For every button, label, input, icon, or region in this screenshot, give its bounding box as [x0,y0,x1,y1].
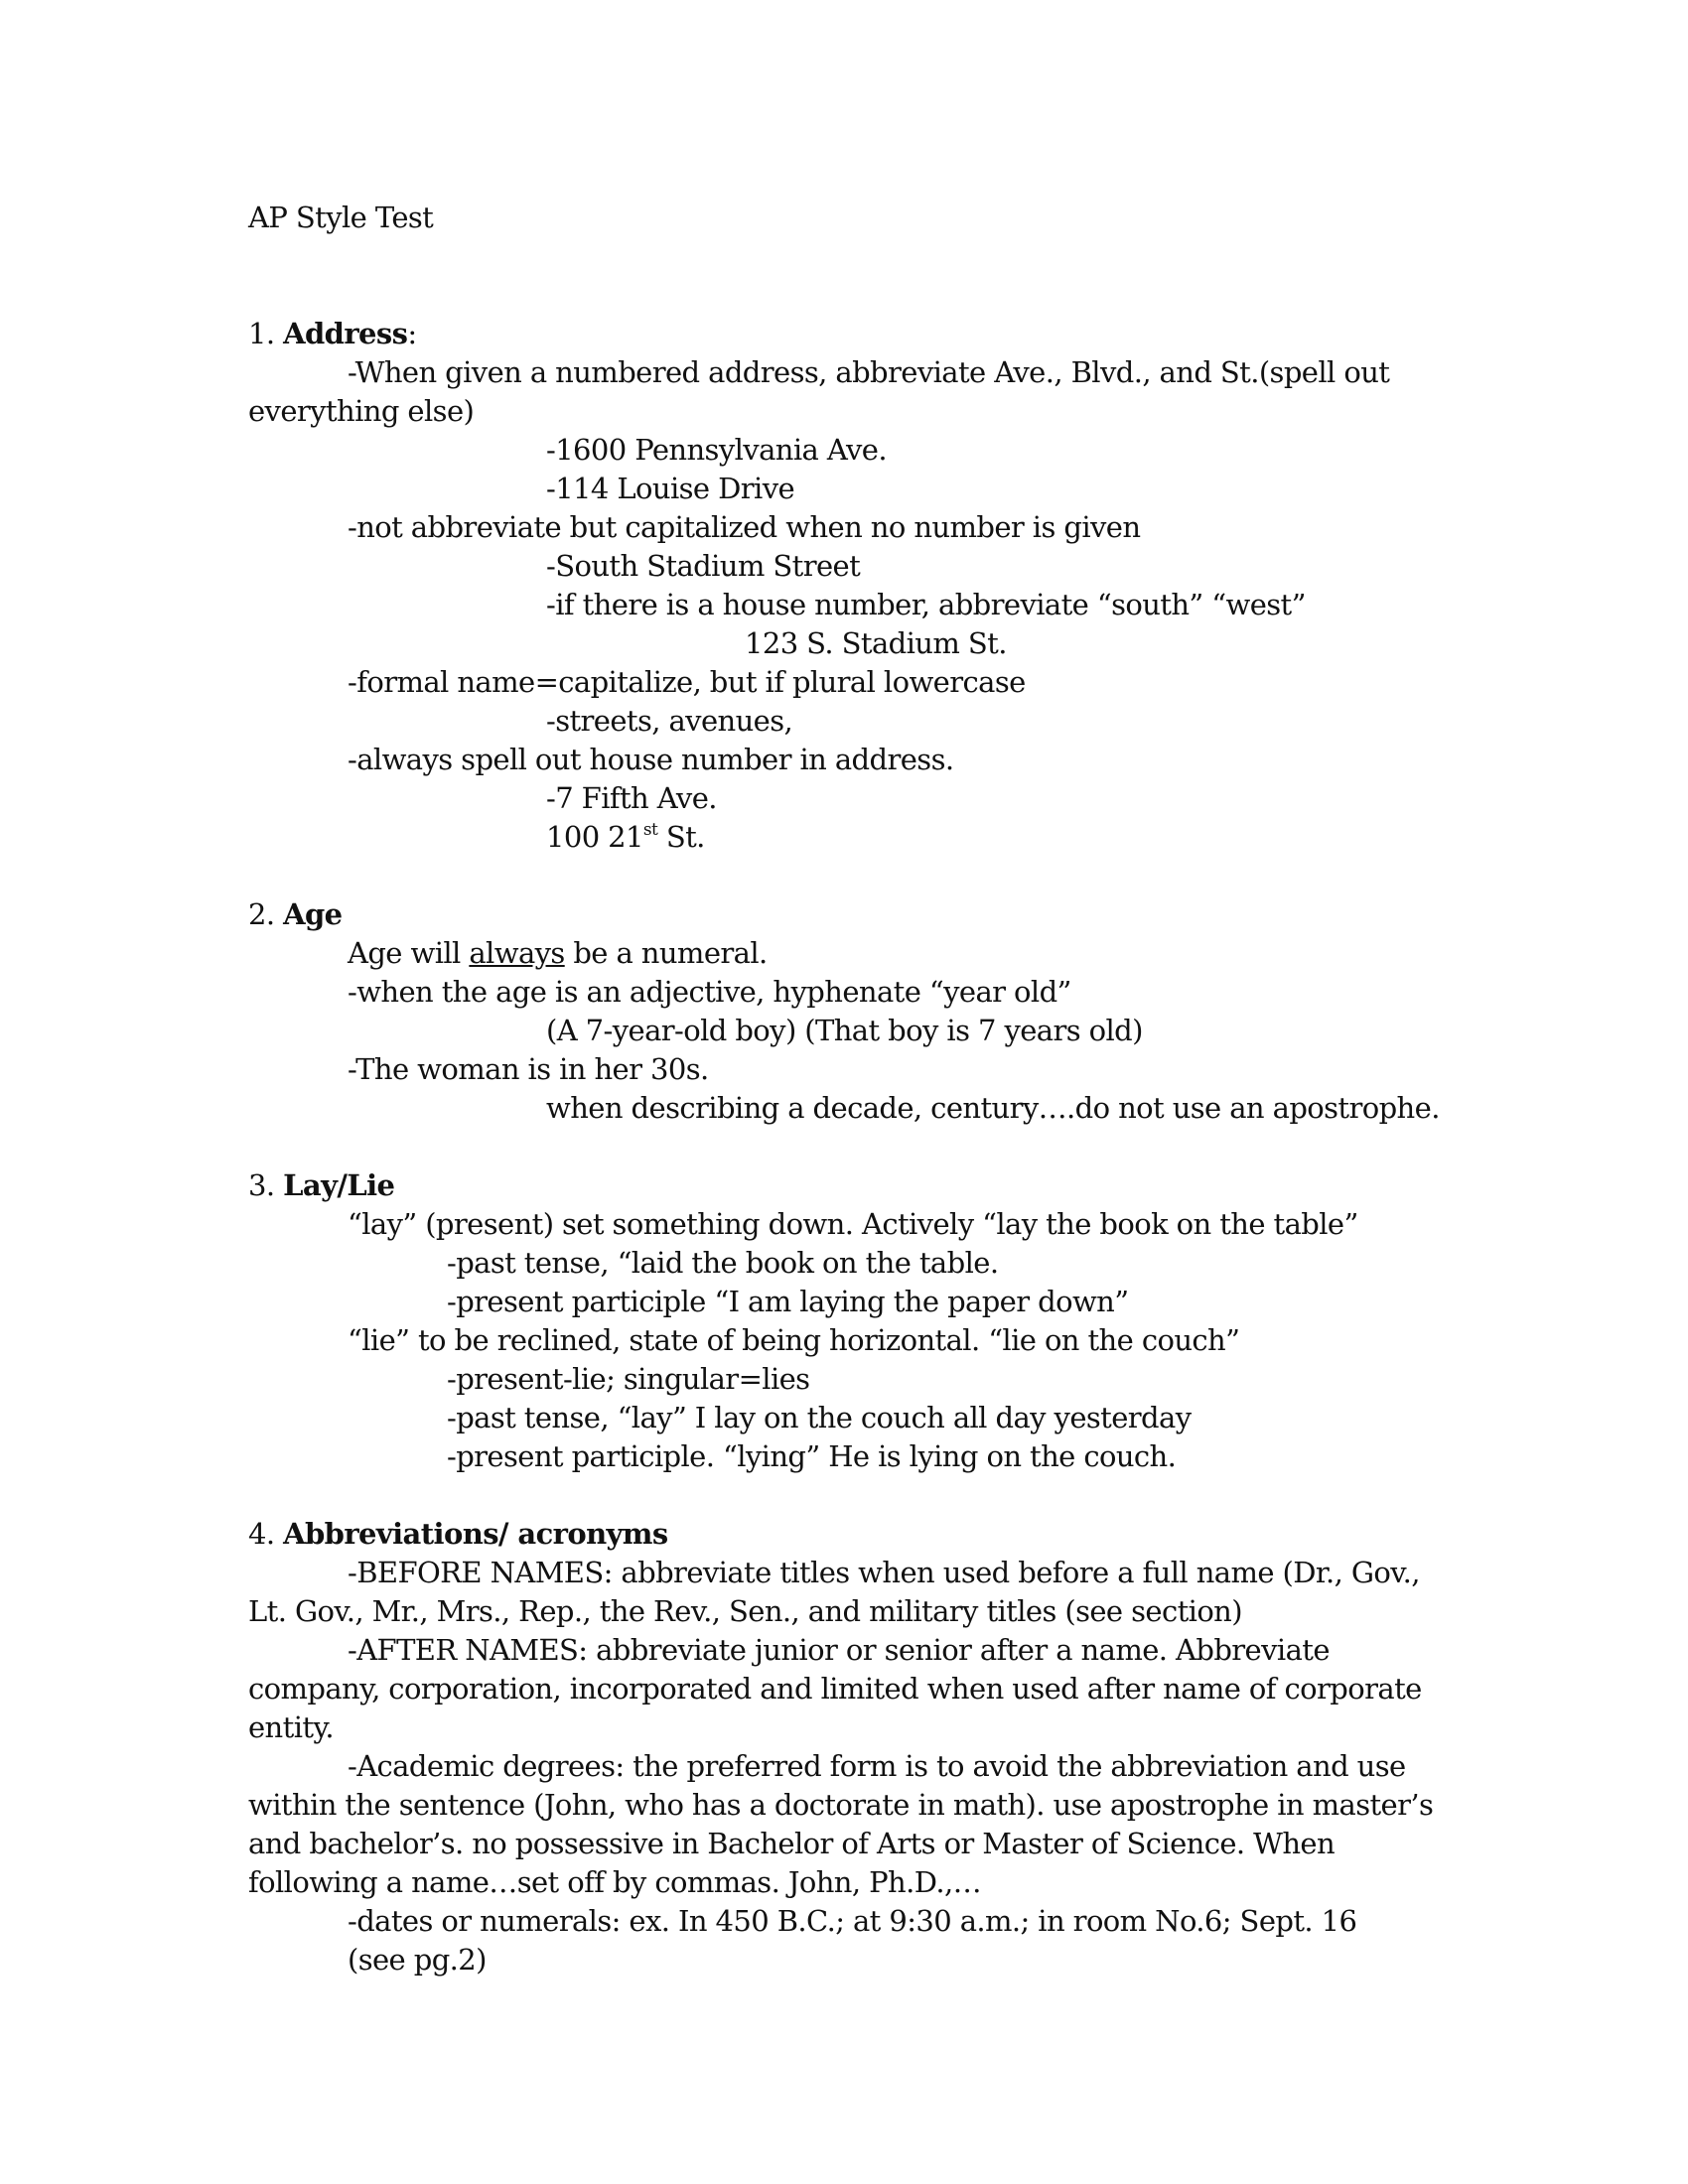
address-rule-house-number: -if there is a house number, abbreviate “south” “west” [546,588,1306,621]
lie-present-participle: -present participle. “lying” He is lying on the couch. [447,1439,1177,1473]
address-example-3: -South Stadium Street [546,549,861,583]
address-rule-formal-name: -formal name=capitalize, but if plural lowercase [348,665,1026,699]
lie-definition: “lie” to be reclined, state of being horizontal. “lie on the couch” [348,1323,1240,1357]
address-example-2: -114 Louise Drive [546,472,795,505]
address-example-6: -7 Fifth Ave. [546,781,717,815]
age-rule-decade: when describing a decade, century….do not use an apostrophe. [546,1091,1440,1125]
abbrev-see-page: (see pg.2) [348,1943,487,1977]
abbrev-dates-numerals: -dates or numerals: ex. In 450 B.C.; at 9:30 a.m.; in room No.6; Sept. 16 [348,1904,1357,1938]
document-body [248,199,1460,1979]
lay-present-participle: -present participle “I am laying the paper down” [447,1285,1129,1318]
lie-past-tense: -past tense, “lay” I lay on the couch all day yesterday [447,1401,1192,1434]
section-heading-abbreviations: 4. Abbreviations/ acronyms [248,1517,668,1551]
address-rule-spell-out: -always spell out house number in address. [348,743,954,776]
address-rule-no-number: -not abbreviate but capitalized when no number is given [348,510,1141,544]
section-heading-address: 1. Address: [248,317,417,350]
section-heading-age: 2. Age [248,897,343,931]
abbrev-after-names: -AFTER NAMES: abbreviate junior or senior after a name. Abbreviate company, corporation, incorporated and limited when used after name of corporate entity. [248,1633,1422,1744]
address-rule-numbered: -When given a numbered address, abbreviate Ave., Blvd., and St.(spell out everything else) [248,355,1390,428]
abbrev-academic-degrees: -Academic degrees: the preferred form is to avoid the abbreviation and use within the sentence (John, who has a doctorate in math). use apostrophe in master’s and bachelor’s. no possessive in Bachelor of Arts or Master of Science. When following a name…set off by commas. John, Ph.D.,… [248,1749,1434,1899]
lie-present: -present-lie; singular=lies [447,1362,810,1396]
address-example-7: 100 21st St. [546,820,705,854]
address-example-4: 123 S. Stadium St. [745,626,1007,660]
lay-past-tense: -past tense, “laid the book on the table. [447,1246,999,1280]
section-heading-lay-lie: 3. Lay/Lie [248,1168,395,1202]
age-rule-hyphenate: -when the age is an adjective, hyphenate “year old” [348,975,1071,1009]
lay-definition: “lay” (present) set something down. Actively “lay the book on the table” [348,1207,1358,1241]
address-example-5: -streets, avenues, [546,704,793,738]
abbrev-before-names: -BEFORE NAMES: abbreviate titles when used before a full name (Dr., Gov., Lt. Gov., Mr., Mrs., Rep., the Rev., Sen., and military titles (see section) [248,1556,1420,1628]
page-title: AP Style Test [248,201,434,234]
age-rule-numeral: Age will always be a numeral. [348,936,768,970]
age-example-1: (A 7-year-old boy) (That boy is 7 years old) [546,1014,1143,1047]
age-example-2: -The woman is in her 30s. [348,1052,709,1086]
address-example-1: -1600 Pennsylvania Ave. [546,433,887,467]
